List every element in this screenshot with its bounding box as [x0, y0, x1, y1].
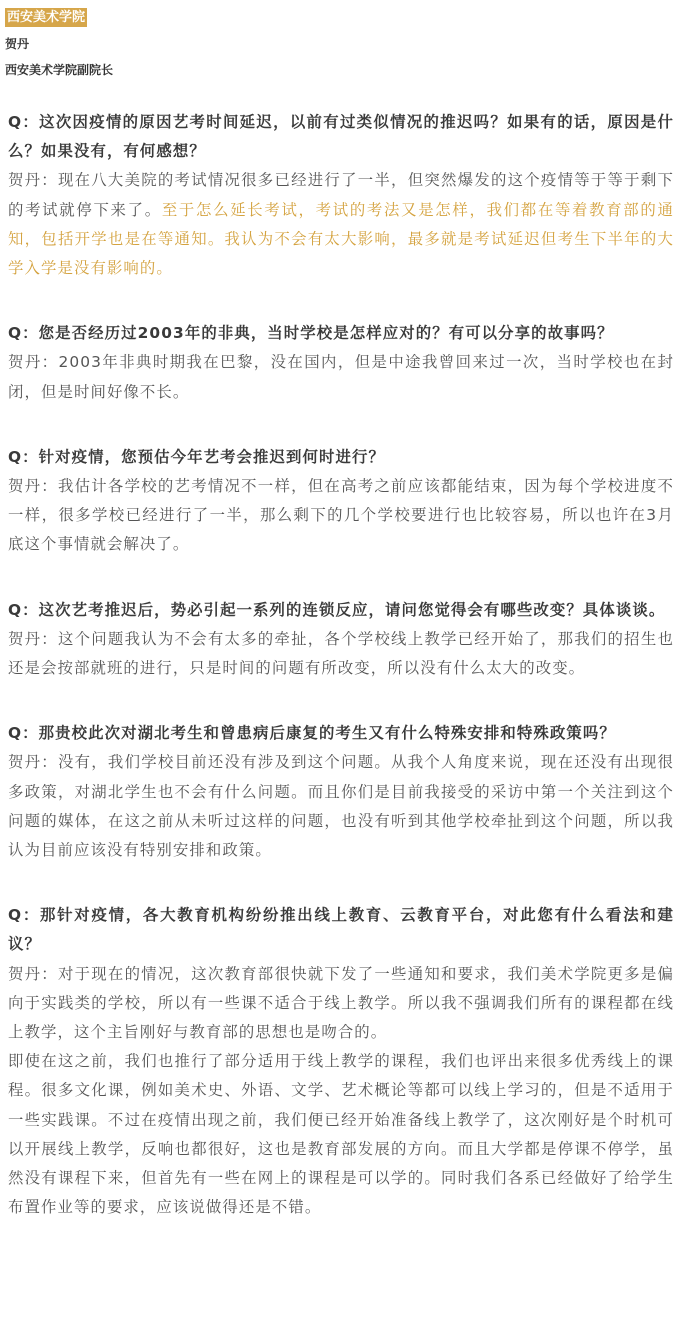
question-6: Q：那针对疫情，各大教育机构纷纷推出线上教育、云教育平台，对此您有什么看法和建议？ [8, 906, 674, 954]
question-2: Q：您是否经历过2003年的非典，当时学校是怎样应对的？有可以分享的故事吗？ [8, 324, 614, 343]
spacer [8, 683, 674, 719]
question-3: Q：针对疫情，您预估今年艺考会推迟到何时进行？ [8, 447, 385, 466]
answer-1-highlight: 至于怎么延长考试，考试的考法又是怎样，我们都在等着教育部的通知，包括开学也是在等通知。我认为不会有太大影响，最多就是考试延迟但考生下半年的大学入学是没有影响的。 [8, 200, 674, 278]
answer-5: 贺丹：没有，我们学校目前还没有涉及到这个问题。从我个人角度来说，现在还没有出现很多政策，对湖北学生也不会有什么问题。而且你们是目前我接受的采访中第一个关注到这个问题的媒体，在这之前从未听过这样的问题，也没有听到其他学校牵扯到这个问题，所以我认为目前应该没有特别安排和政策。 [8, 753, 674, 860]
spacer [8, 865, 674, 901]
school-tag: 西安美术学院 [7, 10, 86, 25]
interviewee-title: 西安美术学院副院长 [5, 63, 114, 77]
question-4: Q：这次艺考推迟后，势必引起一系列的连锁反应，请问您觉得会有哪些改变？具体谈谈。 [8, 600, 666, 619]
interview-body [8, 108, 674, 1223]
question-1: Q：这次因疫情的原因艺考时间延迟，以前有过类似情况的推迟吗？如果有的话，原因是什么？如果没有，有何感想？ [8, 113, 674, 161]
answer-2: 贺丹：2003年非典时期我在巴黎，没在国内，但是中途我曾回来过一次，当时学校也在封闭，但是时间好像不长。 [8, 353, 674, 401]
spacer [8, 283, 674, 319]
article-header [0, 0, 680, 78]
answer-6-continued: 即使在这之前，我们也推行了部分适用于线上教学的课程，我们也评出来很多优秀线上的课程。很多文化课，例如美术史、外语、文学、艺术概论等都可以线上学习的，但是不适用于一些实践课。不过在疫情出现之前，我们便已经开始准备线上教学了，这次刚好是个时机可以开展线上教学，反响也都很好，这也是教育部发展的方向。而且大学都是停课不停学，虽然没有课程下来，但首先有一些在网上的课程是可以学的。同时我们各系已经做好了给学生布置作业等的要求，应该说做得还是不错。 [8, 1052, 674, 1217]
answer-1 [8, 166, 674, 283]
answer-4: 贺丹：这个问题我认为不会有太多的牵扯，各个学校线上教学已经开始了，那我们的招生也还是会按部就班的进行，只是时间的问题有所改变，所以没有什么太大的改变。 [8, 629, 674, 678]
spacer [8, 560, 674, 596]
answer-3: 贺丹：我估计各学校的艺考情况不一样，但在高考之前应该都能结束，因为每个学校进度不一样，很多学校已经进行了一半，那么剩下的几个学校要进行也比较容易，所以也许在3月底这个事情就会解决了。 [8, 477, 674, 554]
spacer [8, 407, 674, 443]
question-5: Q：那贵校此次对湖北考生和曾患病后康复的考生又有什么特殊安排和特殊政策吗？ [8, 724, 616, 743]
answer-6: 贺丹：对于现在的情况，这次教育部很快就下发了一些通知和要求，我们美术学院更多是偏向于实践类的学校，所以有一些课不适合于线上教学。所以我不强调我们所有的课程都在线上教学，这个主旨刚好与教育部的思想也是吻合的。 [8, 964, 674, 1042]
answer-1-plain: 贺丹：现在八大美院的考试情况很多已经进行了一半，但突然爆发的这个疫情等于等于剩下的考试就停下来了。 [8, 171, 674, 219]
interviewee-name: 贺丹 [5, 37, 30, 51]
